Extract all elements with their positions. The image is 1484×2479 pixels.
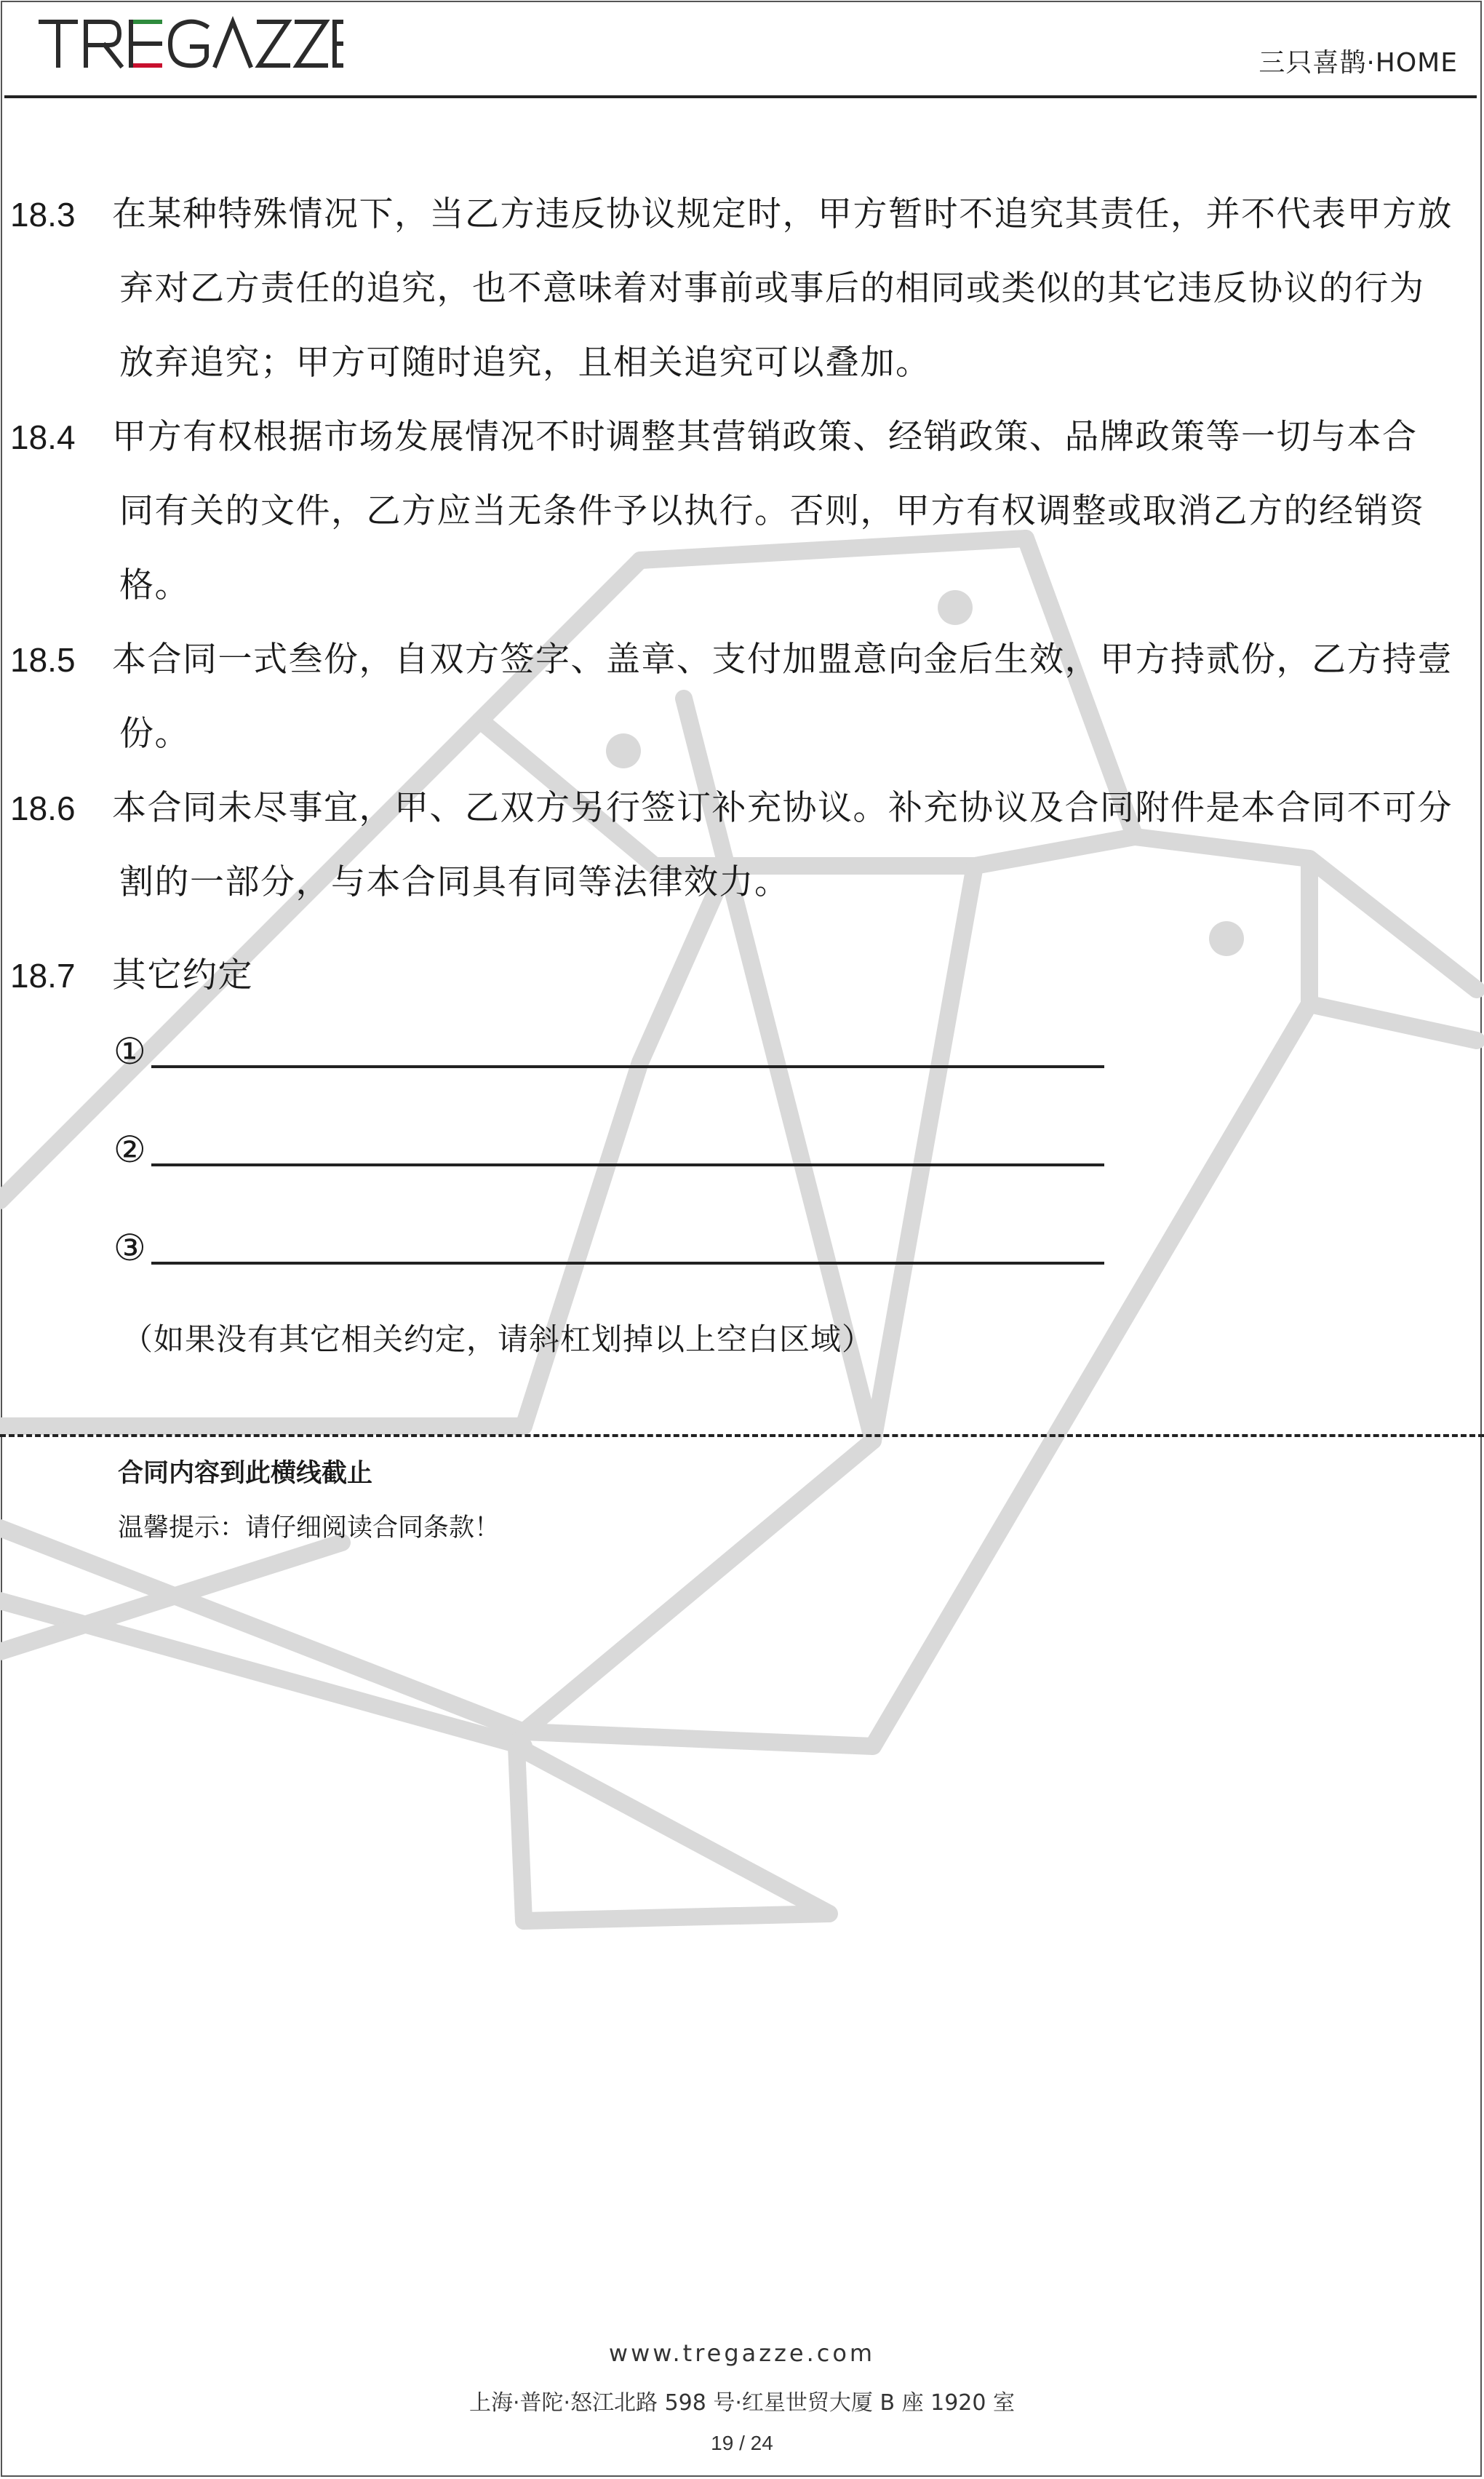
clause-number: 18.5 bbox=[10, 641, 76, 679]
tregazze-logo-icon bbox=[38, 16, 343, 71]
clause-line: 放弃追究；甲方可随时追究，且相关追究可以叠加。 bbox=[119, 343, 931, 383]
clause-line: 本合同未尽事宜，甲、乙双方另行签订补充协议。补充协议及合同附件是本合同不可分 bbox=[112, 788, 1453, 828]
clause-text bbox=[112, 771, 1474, 920]
clause-number: 18.4 bbox=[10, 418, 76, 456]
clause-text bbox=[112, 939, 1474, 1013]
clause-line: 割的一部分，与本合同具有同等法律效力。 bbox=[119, 862, 790, 902]
item-marker: ③ bbox=[113, 1227, 146, 1269]
clause-text bbox=[112, 400, 1474, 623]
clause-number: 18.6 bbox=[10, 789, 76, 827]
clause-18-6 bbox=[10, 771, 1474, 920]
brand-name: 三只喜鹊·HOME bbox=[1258, 48, 1458, 78]
footer-address: 上海·普陀·怒江北路 598 号·红星世贸大厦 B 座 1920 室 bbox=[468, 2390, 1015, 2416]
contract-end-divider bbox=[0, 1434, 1484, 1437]
blank-item-3[interactable] bbox=[113, 1221, 1139, 1269]
clause-line: 份。 bbox=[119, 714, 190, 754]
clause-text bbox=[112, 623, 1474, 771]
footer-website: www.tregazze.com bbox=[608, 2339, 876, 2367]
clause-line: 同有关的文件，乙方应当无条件予以执行。否则，甲方有权调整或取消乙方的经销资 bbox=[119, 491, 1425, 531]
clause-18-4 bbox=[10, 400, 1474, 623]
clause-number: 18.3 bbox=[10, 196, 76, 234]
item-marker: ② bbox=[113, 1129, 146, 1171]
item-marker: ① bbox=[113, 1030, 146, 1073]
clause-line: 本合同一式叁份，自双方签字、盖章、支付加盟意向金后生效，甲方持贰份，乙方持壹 bbox=[112, 640, 1453, 680]
clause-18-7 bbox=[10, 939, 1474, 1013]
clause-18-5 bbox=[10, 623, 1474, 771]
clause-line: 甲方有权根据市场发展情况不时调整其营销政策、经销政策、品牌政策等一切与本合 bbox=[112, 417, 1418, 457]
fill-in-line[interactable] bbox=[151, 1163, 1104, 1166]
clause-line: 弃对乙方责任的追究，也不意味着对事前或事后的相同或类似的其它违反协议的行为 bbox=[119, 268, 1425, 309]
reminder-note: 温馨提示：请仔细阅读合同条款！ bbox=[118, 1513, 500, 1543]
clause-number: 18.7 bbox=[10, 957, 76, 995]
page-number: 19 / 24 bbox=[711, 2432, 773, 2454]
instruction-note: （如果没有其它相关约定，请斜杠划掉以上空白区域） bbox=[122, 1321, 874, 1357]
clause-18-3 bbox=[10, 178, 1474, 400]
fill-in-line[interactable] bbox=[151, 1262, 1104, 1265]
clause-line: 在某种特殊情况下，当乙方违反协议规定时，甲方暂时不追究其责任，并不代表甲方放 bbox=[112, 194, 1453, 234]
blank-item-1[interactable] bbox=[113, 1024, 1139, 1073]
clause-line: 其它约定 bbox=[112, 955, 253, 995]
clause-text bbox=[112, 178, 1474, 400]
contract-end-note: 合同内容到此横线截止 bbox=[118, 1459, 373, 1488]
header-divider bbox=[4, 95, 1477, 98]
fill-in-line[interactable] bbox=[151, 1065, 1104, 1068]
blank-item-2[interactable] bbox=[113, 1123, 1139, 1171]
clause-line: 格。 bbox=[119, 565, 190, 605]
